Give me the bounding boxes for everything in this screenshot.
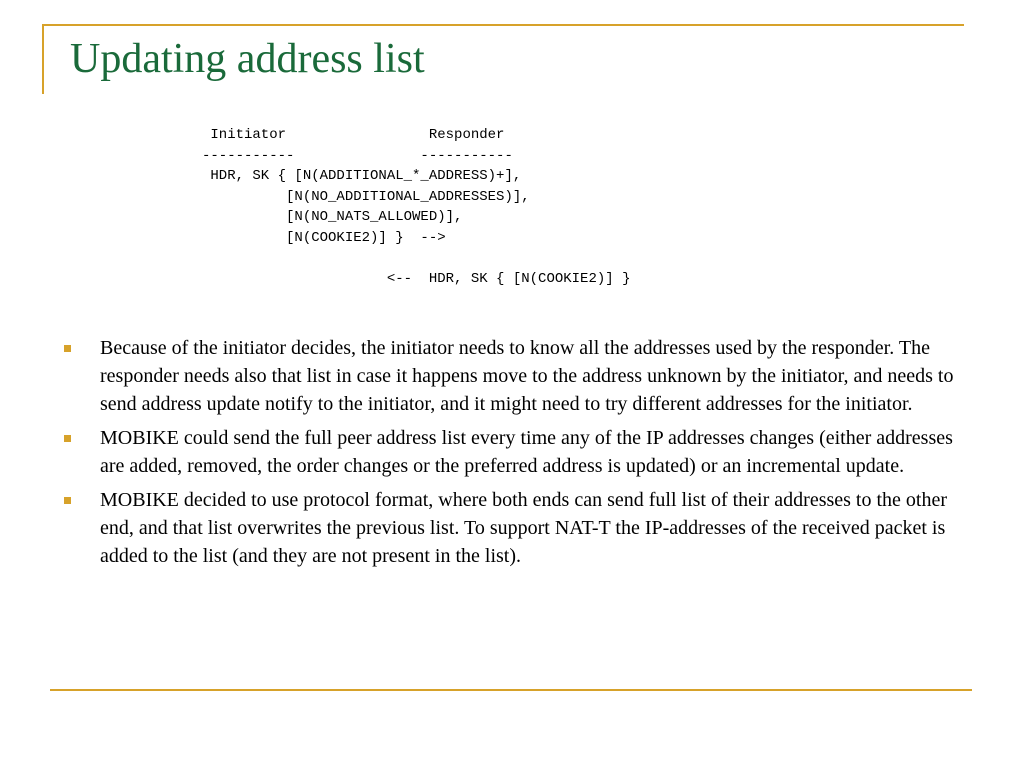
bullet-text: MOBIKE decided to use protocol format, where both ends can send full list of their addresses to the other end, and that list overwrites the previous list. To support NAT-T the IP-addresses of the received packet is added to the list (and they are not present in the list). [100, 489, 948, 567]
bullet-item [62, 486, 962, 570]
square-bullet-icon [64, 497, 71, 504]
code-line: ----------- ----------- [202, 147, 513, 164]
code-line: Initiator Responder [202, 127, 505, 143]
top-rule [42, 24, 964, 26]
bullet-text: MOBIKE could send the full peer address list every time any of the IP addresses changes (either addresses are added, removed, the order changes or the preferred address is updated) or an incremental update. [100, 427, 953, 477]
code-line: [N(COOKIE2)] } --> [202, 229, 446, 246]
bullet-text: Because of the initiator decides, the initiator needs to know all the addresses used by the responder. The responder needs also that list in case it happens move to the address unknown by the initiator, and needs to send address update notify to the initiator, and it might need to try different addresses for the initiator. [100, 337, 954, 415]
bullet-item [62, 424, 962, 480]
code-line: [N(NO_ADDITIONAL_ADDRESSES)], [202, 188, 530, 205]
message-flow-code [202, 125, 630, 289]
code-line: [N(NO_NATS_ALLOWED)], [202, 209, 463, 225]
bottom-rule [50, 689, 972, 691]
code-line: HDR, SK { [N(ADDITIONAL_*_ADDRESS)+], [202, 168, 522, 184]
code-line: <-- HDR, SK { [N(COOKIE2)] } [202, 270, 631, 287]
bullet-item [62, 334, 962, 418]
square-bullet-icon [64, 345, 71, 352]
slide-title: Updating address list [70, 36, 425, 82]
left-rule [42, 24, 44, 94]
bullet-list [62, 334, 962, 576]
square-bullet-icon [64, 435, 71, 442]
